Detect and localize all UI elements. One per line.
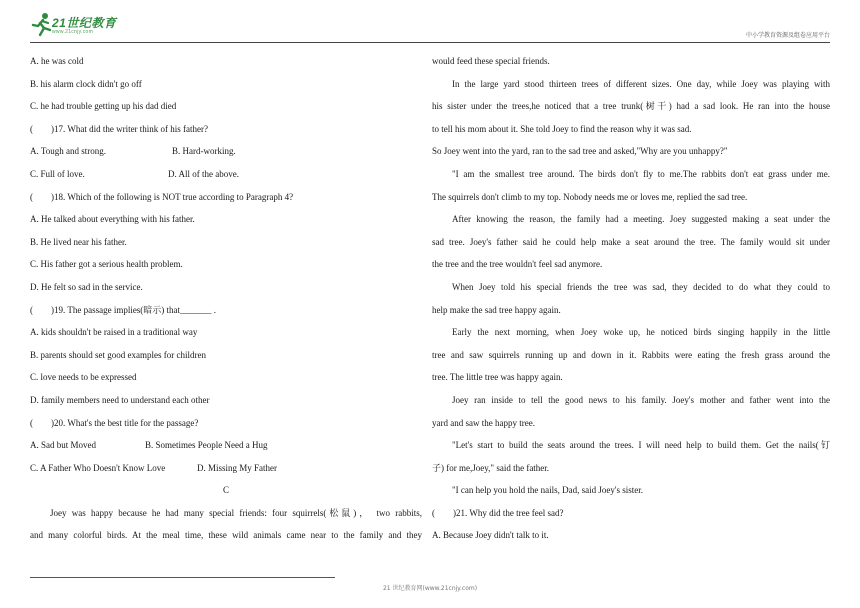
option-line: A. kids shouldn't be raised in a traditional way	[30, 327, 198, 338]
passage-line: would feed these special friends.	[432, 56, 550, 66]
passage-line: to tell his mom about it. She told Joey to find the reason why it was sad.	[432, 123, 692, 134]
passage-line: "I can help you hold the nails, Dad, said Joey's sister.	[452, 485, 644, 496]
question-17: ( )17. What did the writer think of his father?	[30, 123, 209, 134]
option-line: C. His father got a serious health problem.	[30, 259, 183, 270]
passage-line: Joey was happy because he had many special friends: four squirrels(松鼠)， two rabbits,	[50, 507, 422, 518]
platform-name: 中小学教育资源及组卷应用平台	[745, 32, 830, 39]
option-row	[30, 140, 422, 163]
option-row	[30, 434, 422, 457]
question-20: ( )20. What's the best title for the passage?	[30, 417, 199, 428]
option-line: A. He talked about everything with his father.	[30, 214, 195, 225]
passage-line: So Joey went into the yard, ran to the sad tree and asked,"Why are you unhappy?"	[432, 146, 728, 157]
passage-line: tree and saw squirrels running up and down in it. Rabbits were eating the fresh grass around the	[432, 349, 830, 360]
passage-line: In the large yard stood thirteen trees of different sizes. One day, while Joey was playing with	[452, 78, 830, 89]
option-line: A. Because Joey didn't talk to it.	[432, 530, 549, 541]
left-column	[30, 50, 422, 547]
passage-line: his sister under the trees,he noticed that a tree trunk(树干) had a sad look. He ran into the house	[432, 101, 830, 112]
passage-line: When Joey told his special friends the tree was sad, they decided to do what they could to	[452, 281, 830, 292]
right-column	[432, 50, 830, 547]
option-d: D. Missing My Father	[197, 462, 278, 473]
question-18: ( )18. Which of the following is NOT true according to Paragraph 4?	[30, 191, 294, 202]
option-line: D. family members need to understand each other	[30, 394, 210, 405]
option-c: C. A Father Who Doesn't Know Love	[30, 462, 166, 473]
option-line: B. his alarm clock didn't go off	[30, 78, 142, 89]
passage-line: the tree and the tree wouldn't feel sad anymore.	[432, 259, 603, 270]
passage-line: "Let's start to build the seats around the trees. I will need help to build them. Get the nails(钉	[452, 440, 830, 451]
question-21: ( )21. Why did the tree feel sad?	[432, 507, 564, 518]
passage-line: "I am the smallest tree around. The birds don't fly to me.The rabbits don't eat grass under me.	[452, 168, 830, 179]
runner-logo-icon	[30, 12, 54, 38]
passage-line: Early the next morning, when Joey woke up, he noticed birds singing happily in the little	[452, 327, 830, 338]
passage-line: 子) for me,Joey," said the father.	[432, 462, 550, 473]
option-line: B. parents should set good examples for children	[30, 349, 206, 360]
option-row	[30, 457, 422, 480]
option-a: A. Tough and strong.	[30, 146, 106, 157]
passage-line: tree. The little tree was happy again.	[432, 372, 563, 383]
footer-divider	[30, 577, 335, 578]
passage-line: yard and saw the happy tree.	[432, 417, 535, 428]
footer-source: 21 世纪教育网(www.21cnjy.com)	[382, 585, 478, 592]
site-logo	[30, 12, 117, 40]
option-d: D. All of the above.	[168, 168, 239, 179]
header-divider	[30, 42, 830, 43]
logo-url: www.21cnjy.com	[52, 29, 94, 35]
option-line: B. He lived near his father.	[30, 236, 127, 247]
page-header	[30, 12, 830, 42]
passage-line: help make the sad tree happy again.	[432, 304, 561, 315]
passage-line: and many colorful birds. At the meal time, these wild animals came near to the family and they	[30, 530, 422, 541]
option-line: A. he was cold	[30, 56, 84, 66]
passage-line: After knowing the reason, the family had a meeting. Joey suggested making a seat under the	[452, 214, 830, 225]
passage-line: sad tree. Joey's father said he could help make a seat around the tree. The family would sit under	[432, 236, 830, 247]
option-line: C. he had trouble getting up his dad died	[30, 101, 177, 112]
section-heading: C	[222, 485, 229, 496]
passage-line: Joey ran inside to tell the good news to his family. Joey's mother and father went into the	[452, 394, 830, 405]
option-row	[30, 163, 422, 186]
passage-line: The squirrels don't climb to my top. Nobody needs me or loves me, replied the sad tree.	[432, 191, 748, 202]
option-b: B. Sometimes People Need a Hug	[145, 440, 268, 451]
option-line: C. love needs to be expressed	[30, 372, 137, 383]
option-a: A. Sad but Moved	[30, 440, 96, 451]
logo-text: 21世纪教育	[52, 16, 117, 30]
option-line: D. He felt so sad in the service.	[30, 281, 143, 292]
option-b: B. Hard-working.	[172, 146, 236, 157]
option-c: C. Full of love.	[30, 168, 85, 179]
question-19: ( )19. The passage implies(暗示) that_______ .	[30, 304, 217, 315]
